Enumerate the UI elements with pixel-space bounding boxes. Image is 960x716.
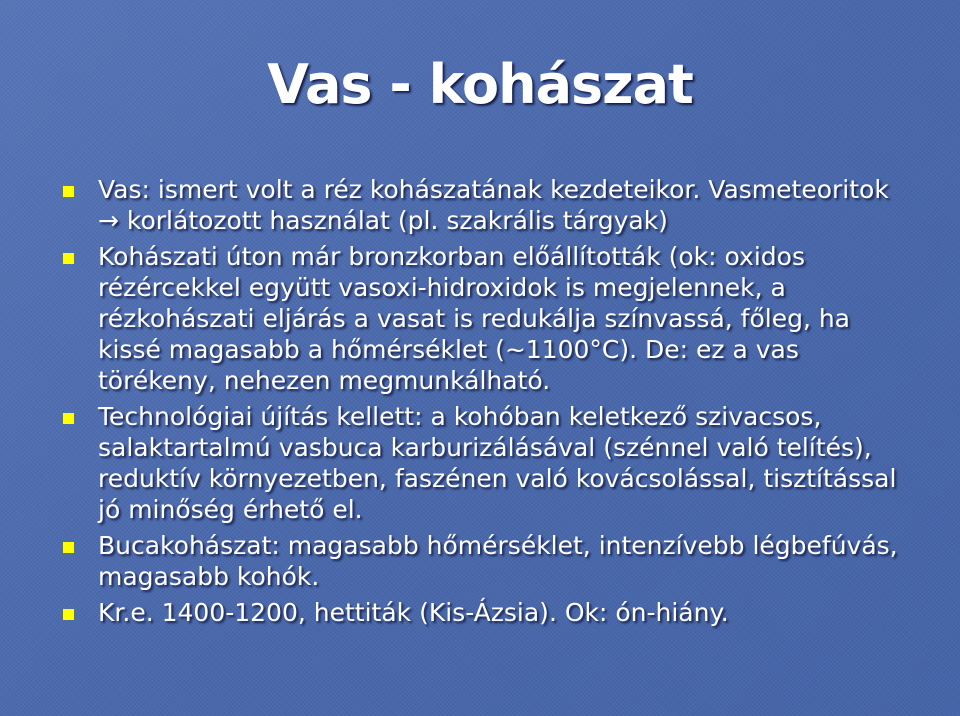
bullet-item — [60, 174, 906, 236]
square-bullet-icon — [63, 542, 74, 553]
bullet-item — [60, 401, 906, 525]
bullet-text: Kr.e. 1400-1200, hettiták (Kis-Ázsia). Ok: ón-hiány. — [98, 598, 729, 627]
bullet-item — [60, 597, 906, 628]
bullet-text: Bucakohászat: magasabb hőmérséklet, intenzívebb légbefúvás, magasabb kohók. — [98, 531, 898, 591]
slide-title: Vas - kohászat — [267, 53, 693, 116]
square-bullet-icon — [63, 253, 74, 264]
bullet-text: Kohászati úton már bronzkorban előállították (ok: oxidos rézércekkel együtt vasoxi-hidroxidok is megjelennek, a rézkohászati eljárás a vasat is redukálja színvassá, főleg, ha kissé magasabb a hőmérséklet (~1100°C). De: ez a vas törékeny, nehezen megmunkálható. — [98, 242, 851, 395]
square-bullet-icon — [63, 186, 74, 197]
bullet-text: Technológiai újítás kellett: a kohóban keletkező szivacsos, salaktartalmú vasbuca karburizálásával (szénnel való telítés), reduktív környezetben, faszénen való kovácsolással, tisztítással jó minőség érhető el. — [98, 402, 897, 524]
square-bullet-icon — [63, 413, 74, 424]
bullet-text: Vas: ismert volt a réz kohászatának kezdeteikor. Vasmeteoritok → korlátozott használat (pl. szakrális tárgyak) — [98, 175, 889, 235]
bullet-list — [60, 174, 906, 633]
square-bullet-icon — [63, 609, 74, 620]
bullet-item — [60, 241, 906, 396]
bullet-item — [60, 530, 906, 592]
